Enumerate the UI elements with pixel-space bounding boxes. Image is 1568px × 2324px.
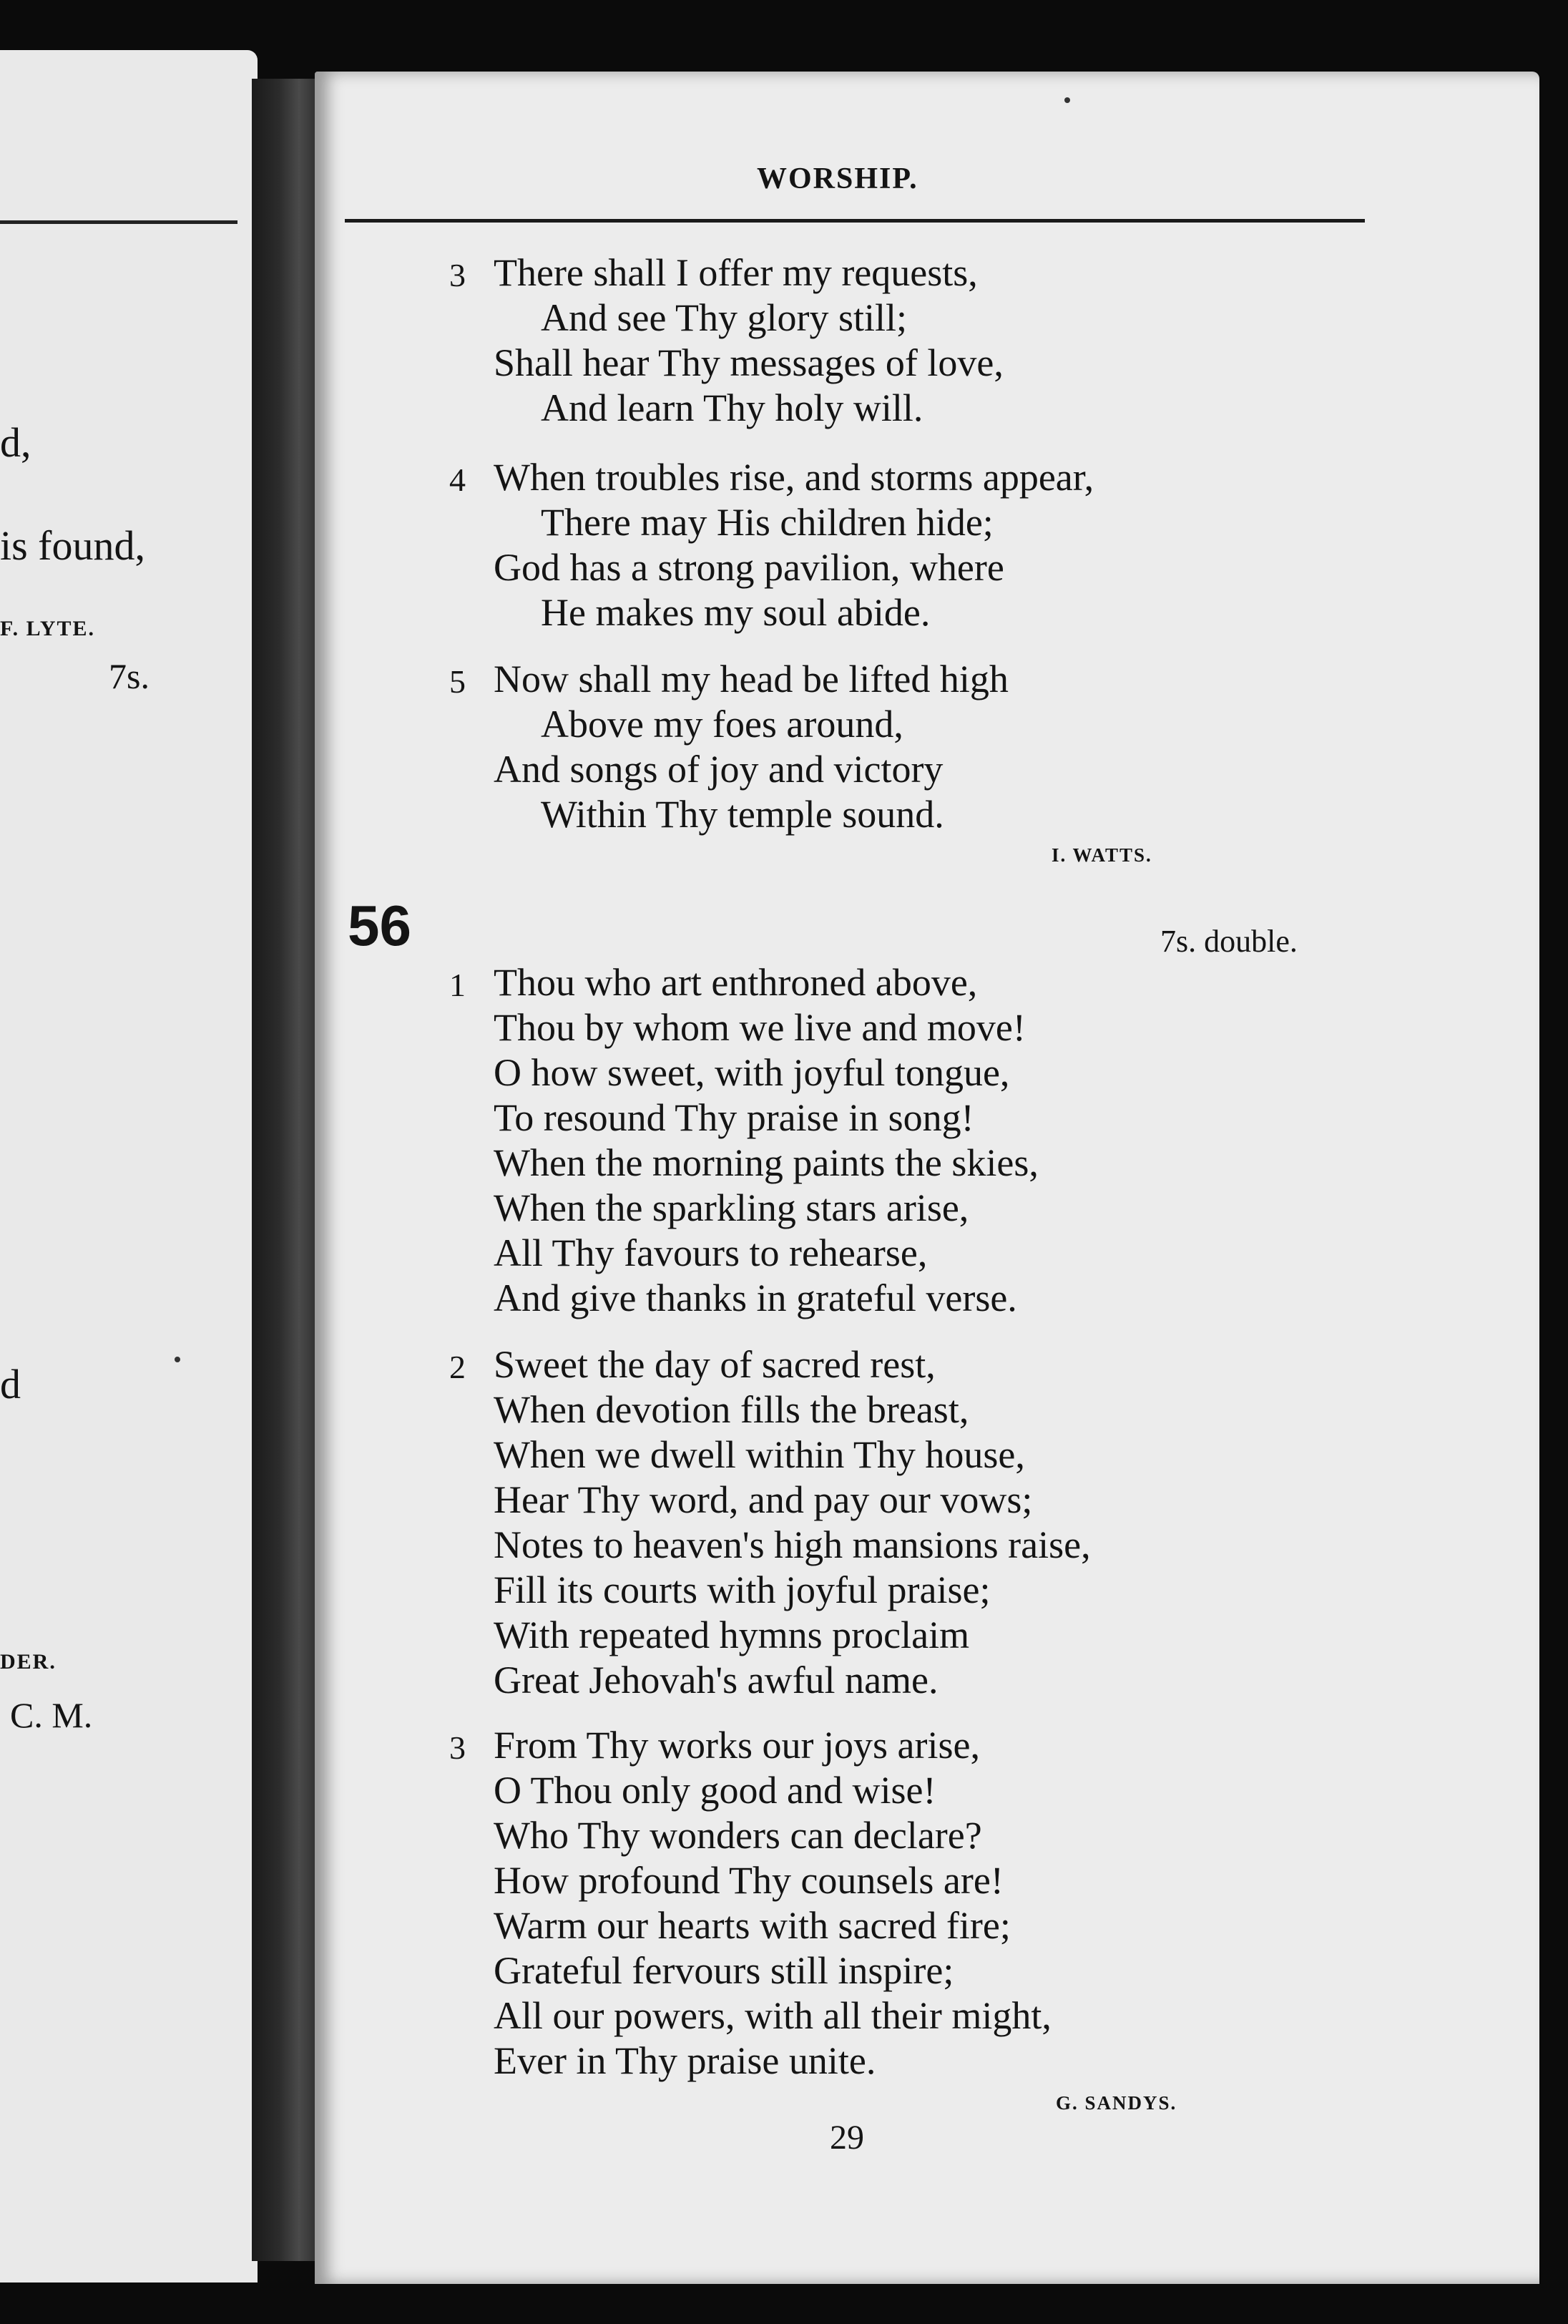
hymn-line: There shall I offer my requests, [494,251,978,294]
hymn-line: Thou who art enthroned above, [494,961,978,1004]
hymn-line: Fill its courts with joyful praise; [494,1568,991,1611]
author-attribution: I. WATTS. [1052,844,1152,866]
hymn-line: God has a strong pavilion, where [494,546,1004,589]
left-fragment: is found, [0,522,145,569]
left-page [0,50,258,2282]
hymn-line: Who Thy wonders can declare? [494,1814,982,1857]
verse-number: 4 [449,462,466,498]
author-attribution: G. SANDYS. [1056,2092,1177,2114]
hymn-line: When the sparkling stars arise, [494,1186,969,1229]
left-page-rule [0,220,237,224]
hymn-line: When troubles rise, and storms appear, [494,456,1094,499]
hymn-line: All Thy favours to rehearse, [494,1231,928,1274]
verse-number: 3 [449,257,466,293]
hymn-line: And see Thy glory still; [541,296,907,339]
hymn-line: There may His children hide; [541,501,994,544]
hymn-line: How profound Thy counsels are! [494,1859,1004,1902]
hymn-line: O Thou only good and wise! [494,1769,936,1812]
left-fragment-meter: C. M. [10,1695,93,1735]
left-fragment-meter: 7s. [109,656,150,696]
page-number: 29 [830,2119,864,2157]
stanza [449,960,1039,1321]
stanza [449,250,1004,431]
verse-number: 3 [449,1729,466,1766]
hymn-line: Thou by whom we live and move! [494,1006,1026,1049]
hymn-line: When we dwell within Thy house, [494,1433,1025,1476]
verse-number: 5 [449,663,466,700]
hymn-line: To resound Thy praise in song! [494,1096,974,1139]
hymn-line: He makes my soul abide. [541,591,931,634]
hymn-meter: 7s. double. [1160,924,1298,959]
hymn-line: Sweet the day of sacred rest, [494,1343,936,1386]
stanza [449,1723,1052,2084]
left-fragment-author: F. LYTE. [0,617,96,640]
print-speck [1064,97,1070,103]
left-fragment: d [0,1361,21,1407]
hymn-line: And learn Thy holy will. [541,386,923,429]
hymn-line: When devotion fills the breast, [494,1388,969,1431]
hymn-line: Notes to heaven's high mansions raise, [494,1523,1091,1566]
hymn-line: Warm our hearts with sacred fire; [494,1904,1011,1947]
hymn-line: Great Jehovah's awful name. [494,1659,939,1702]
hymn-line: Grateful fervours still inspire; [494,1949,954,1992]
verse-number: 2 [449,1349,466,1385]
hymn-line: From Thy works our joys arise, [494,1724,980,1767]
hymn-line: And give thanks in grateful verse. [494,1276,1017,1319]
stanza [449,1342,1091,1703]
hymn-line: With repeated hymns proclaim [494,1613,970,1656]
stanza [449,455,1094,635]
hymn-line: All our powers, with all their might, [494,1994,1052,2037]
left-fragment: d, [0,419,31,466]
hymn-line: When the morning paints the skies, [494,1141,1039,1184]
stanza [449,657,1009,837]
running-head: WORSHIP. [757,162,918,195]
left-fragment-author: DER. [0,1650,57,1674]
print-speck [175,1357,180,1362]
hymn-line: And songs of joy and victory [494,748,944,791]
hymn-line: O how sweet, with joyful tongue, [494,1051,1010,1094]
hymn-line: Within Thy temple sound. [541,793,944,836]
hymn-number: 56 [348,894,411,957]
hymn-line: Now shall my head be lifted high [494,658,1009,700]
hymn-line: Ever in Thy praise unite. [494,2039,876,2082]
hymn-line: Hear Thy word, and pay our vows; [494,1478,1033,1521]
verse-number: 1 [449,967,466,1003]
header-rule [345,219,1365,223]
hymn-line: Shall hear Thy messages of love, [494,341,1004,384]
hymn-line: Above my foes around, [541,703,903,746]
